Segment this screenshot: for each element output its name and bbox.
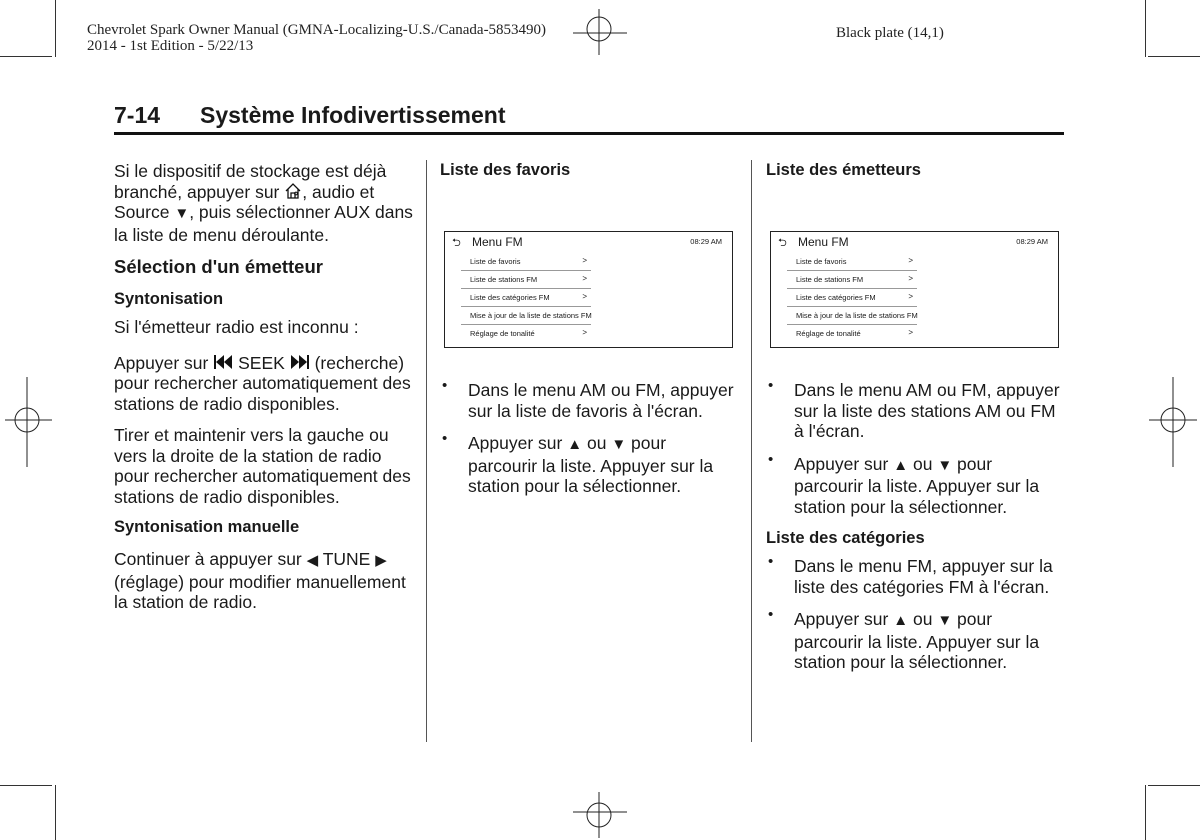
menu-item-label: Réglage de tonalité: [470, 329, 535, 338]
heading-selection: Sélection d'un émetteur: [114, 256, 323, 277]
up-arrow-icon: ▲: [893, 456, 909, 474]
menu-item-label: Liste des catégories FM: [796, 293, 876, 302]
text: ou: [912, 609, 933, 629]
menu-item-label: Liste de favoris: [470, 257, 521, 266]
text: Continuer à appuyer sur: [114, 549, 302, 569]
text: Dans le menu AM ou FM, appuyer sur la liste de favoris à l'écran.: [468, 380, 734, 421]
text: pour parcourir la liste. Appuyer sur la station pour la sélectionner.: [794, 453, 1040, 517]
section-title: Système Infodivertissement: [200, 102, 506, 128]
menu-item: [787, 325, 917, 342]
paragraph-drag: Tirer et maintenir vers la gauche ou vers la droite de la station de radio pour rechercher automatiquement des stations de radio disponibles.: [114, 425, 411, 507]
up-arrow-icon: ▲: [893, 612, 909, 629]
text: (réglage) pour modifier manuellement la station de radio.: [114, 571, 406, 612]
trim-mark: [0, 56, 52, 57]
text: SEEK: [238, 352, 285, 373]
menu-item-label: Liste de stations FM: [796, 275, 864, 284]
heading-categories: Liste des catégories: [766, 529, 925, 547]
trim-mark: [1148, 56, 1200, 57]
text: ou: [912, 453, 933, 474]
right-arrow-icon: ▶: [375, 552, 387, 569]
text: Appuyer sur: [794, 609, 889, 629]
text: ou: [586, 433, 607, 453]
text: Appuyer sur: [468, 433, 563, 453]
down-arrow-icon: ▼: [174, 205, 190, 222]
column-right-bullets: [766, 377, 1061, 685]
chevron-right-icon: >: [582, 292, 587, 301]
menu-item: [787, 271, 917, 289]
screenshot-menu-fm: [444, 231, 733, 348]
screen-time: 08:29 AM: [690, 237, 722, 246]
menu-item: [787, 289, 917, 307]
column-divider: [426, 160, 427, 742]
menu-item-label: Mise à jour de la liste de stations FM: [470, 311, 592, 320]
bullet-icon: •: [768, 553, 774, 570]
text: TUNE: [322, 549, 371, 569]
column-divider: [751, 160, 752, 742]
chevron-right-icon: >: [908, 328, 913, 337]
paragraph-seek: [114, 353, 414, 415]
bullet-item: [440, 377, 735, 421]
chevron-right-icon: >: [908, 274, 913, 283]
bullet-item: [766, 553, 1061, 597]
text: pour parcourir la liste. Appuyer sur la station pour la sélectionner.: [468, 433, 714, 496]
chevron-right-icon: >: [582, 256, 587, 265]
text: Si le dispositif de stockage est déjà branché, appuyer sur: [114, 161, 387, 202]
header-manual-title: Chevrolet Spark Owner Manual (GMNA-Localizing-U.S./Canada-5853490): [87, 22, 547, 38]
registration-mark-right: [1146, 375, 1200, 470]
menu-item: [461, 289, 591, 307]
trim-mark: [55, 0, 56, 57]
menu-item-label: Liste des catégories FM: [470, 293, 550, 302]
text: Appuyer sur: [114, 352, 209, 373]
text: , audio et Source: [114, 181, 375, 222]
paragraph-storage: [114, 161, 414, 245]
trim-mark: [1145, 0, 1146, 57]
screenshot-menu-fm: [770, 231, 1059, 348]
down-arrow-icon: ▼: [937, 456, 953, 474]
menu-item-label: Réglage de tonalité: [796, 329, 861, 338]
menu-item-label: Mise à jour de la liste de stations FM: [796, 311, 918, 320]
bullet-icon: •: [768, 450, 774, 468]
paragraph-tune: [114, 549, 414, 613]
column-right: [766, 161, 1061, 188]
seek-forward-icon: [290, 354, 310, 370]
back-icon: ⮌: [452, 237, 461, 249]
bullet-item: [766, 377, 1061, 442]
heading-syntonisation: Syntonisation: [114, 290, 224, 308]
text: Dans le menu FM, appuyer sur la liste des catégories FM à l'écran.: [794, 556, 1053, 597]
menu-item-label: Liste de favoris: [796, 257, 847, 266]
left-arrow-icon: ◀: [306, 552, 319, 569]
text: (recherche) pour rechercher automatiquement des stations de radio disponibles.: [114, 352, 411, 414]
screen-time: 08:29 AM: [1016, 237, 1048, 246]
down-arrow-icon: ▼: [937, 612, 953, 629]
bullet-icon: •: [442, 377, 448, 394]
menu-item: [461, 307, 591, 325]
menu-item: [787, 253, 917, 271]
column-middle: [440, 161, 735, 188]
page-title: [114, 100, 1064, 135]
registration-mark-bottom: [560, 790, 640, 840]
bullet-item: [766, 450, 1061, 518]
chevron-right-icon: >: [908, 292, 913, 301]
home-icon: [284, 182, 302, 200]
bullet-icon: •: [442, 430, 448, 447]
text: , puis sélectionner AUX dans la liste de menu déroulante.: [114, 202, 413, 245]
bullet-item: [440, 430, 735, 497]
header-edition: 2014 - 1st Edition - 5/22/13: [87, 38, 254, 54]
bullet-icon: •: [768, 377, 774, 394]
bullet-icon: •: [768, 606, 774, 623]
trim-mark: [55, 785, 56, 840]
column-middle-bullets: [440, 377, 735, 509]
bullet-item: [766, 606, 1061, 673]
down-arrow-icon: ▼: [611, 436, 627, 453]
trim-mark: [0, 785, 52, 786]
menu-item: [461, 271, 591, 289]
text: Appuyer sur: [794, 453, 889, 474]
heading-emetteurs: Liste des émetteurs: [766, 161, 921, 179]
text: pour parcourir la liste. Appuyer sur la station pour la sélectionner.: [794, 609, 1040, 672]
menu-item: [461, 325, 591, 342]
screen-title: Menu FM: [472, 235, 523, 249]
chevron-right-icon: >: [582, 328, 587, 337]
heading-manuelle: Syntonisation manuelle: [114, 518, 300, 536]
column-left: [114, 161, 414, 624]
up-arrow-icon: ▲: [567, 436, 583, 453]
menu-item: [787, 307, 917, 325]
chevron-right-icon: >: [582, 274, 587, 283]
menu-item: [461, 253, 591, 271]
trim-mark: [1145, 785, 1146, 840]
header-plate: Black plate (14,1): [836, 25, 944, 41]
heading-favoris: Liste des favoris: [440, 161, 571, 179]
back-icon: ⮌: [778, 237, 787, 249]
menu-item-label: Liste de stations FM: [470, 275, 538, 284]
registration-mark-top: [560, 5, 640, 57]
chevron-right-icon: >: [908, 256, 913, 265]
seek-back-icon: [213, 354, 233, 370]
paragraph-unknown-station: Si l'émetteur radio est inconnu :: [114, 317, 359, 337]
text: Dans le menu AM ou FM, appuyer sur la liste des stations AM ou FM à l'écran.: [794, 380, 1060, 441]
page-number: 7-14: [114, 102, 161, 128]
registration-mark-left: [0, 375, 56, 470]
trim-mark: [1148, 785, 1200, 786]
screen-title: Menu FM: [798, 235, 849, 249]
